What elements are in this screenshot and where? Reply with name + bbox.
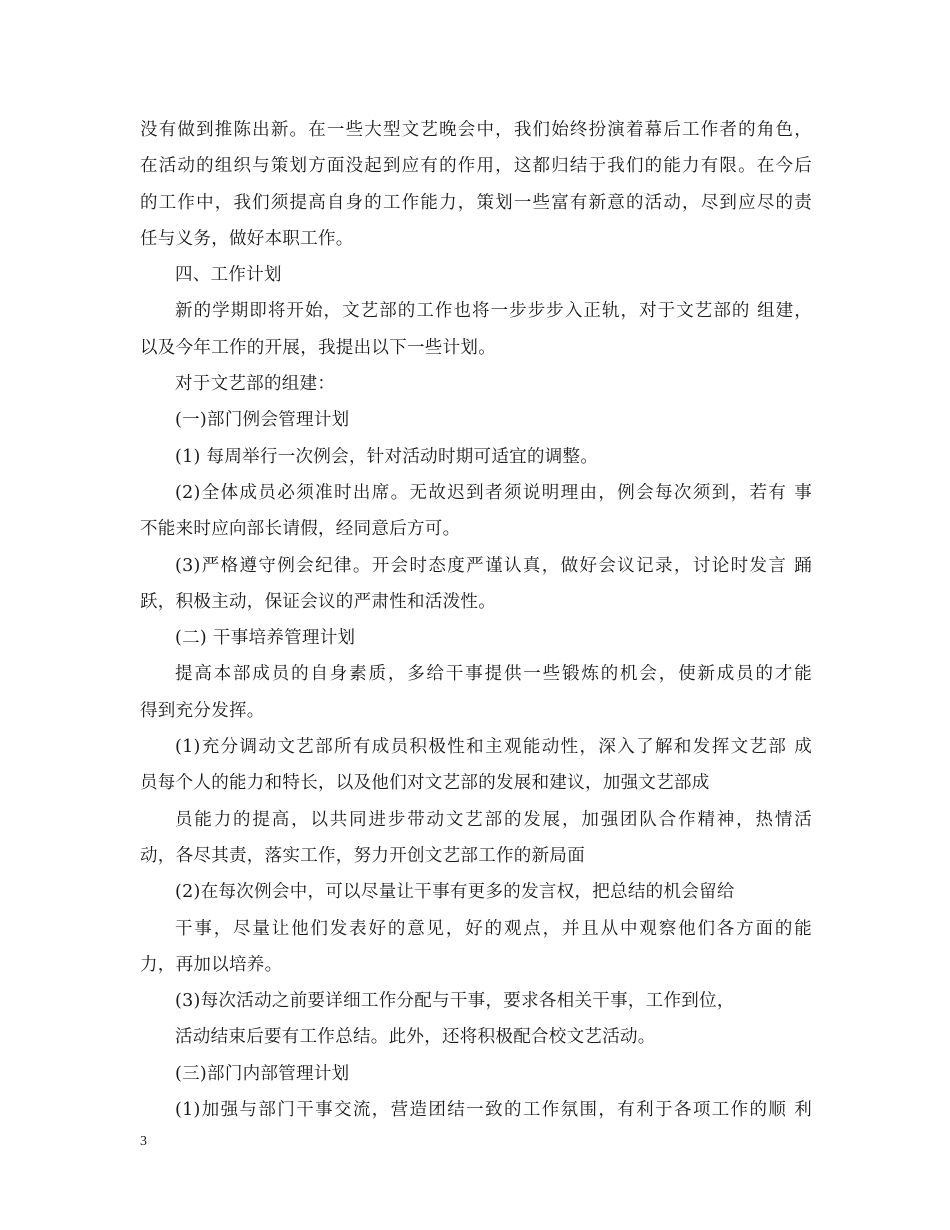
text-line: (二) 干事培养管理计划 xyxy=(175,628,356,649)
text-line: (3)严格遵守例会纪律。开会时态度严谨认真，做好会议记录，讨论时发言 踊 xyxy=(175,555,812,576)
text-line: 以及今年工作的开展，我提出以下一些计划。 xyxy=(140,337,496,358)
text-line: (3)每次活动之前要详细工作分配与干事，要求各相关干事，工作到位， xyxy=(175,991,735,1012)
text-line: 跃，积极主动，保证会议的严肃性和活泼性。 xyxy=(140,591,496,612)
text-line: (2)全体成员必须准时出席。无故迟到者须说明理由，例会每次须到，若有 事 xyxy=(175,482,812,503)
text-line: 员每个人的能力和特长，以及他们对文艺部的发展和建议，加强文艺部成 xyxy=(140,773,710,794)
text-line: 没有做到推陈出新。在一些大型文艺晚会中，我们始终扮演着幕后工作者的角色， xyxy=(140,120,812,140)
text-line: 干事，尽量让他们发表好的意见，好的观点，并且从中观察他们各方面的能 xyxy=(175,918,812,939)
text-line: 任与义务，做好本职工作。 xyxy=(140,228,354,249)
text-line: 新的学期即将开始，文艺部的工作也将一步步步入正轨，对于文艺部的 组建， xyxy=(175,301,812,322)
text-line: 活动结束后要有工作总结。此外，还将积极配合校文艺活动。 xyxy=(175,1027,656,1048)
text-line: 动，各尽其责，落实工作，努力开创文艺部工作的新局面 xyxy=(140,845,585,866)
text-line: (1)加强与部门干事交流，营造团结一致的工作氛围，有利于各项工作的顺 利 xyxy=(175,1100,812,1121)
text-line: 不能来时应向部长请假，经同意后方可。 xyxy=(140,519,461,540)
text-line: 对于文艺部的组建： xyxy=(175,374,336,395)
text-line: 四、工作计划 xyxy=(175,265,282,286)
text-line: 得到充分发挥。 xyxy=(140,700,265,721)
text-line: (1)充分调动文艺部所有成员积极性和主观能动性，深入了解和发挥文艺部 成 xyxy=(175,737,812,758)
text-line: (1) 每周举行一次例会，针对活动时期可适宜的调整。 xyxy=(175,446,599,467)
text-line: 员能力的提高，以共同进步带动文艺部的发展，加强团队合作精神，热情活 xyxy=(175,809,812,830)
text-line: 的工作中，我们须提高自身的工作能力，策划一些富有新意的活动，尽到应尽的责 xyxy=(140,192,812,213)
text-line: (一)部门例会管理计划 xyxy=(175,410,350,431)
text-line: 力，再加以培养。 xyxy=(140,954,283,975)
text-line: (三)部门内部管理计划 xyxy=(175,1063,350,1084)
body-text xyxy=(140,112,812,1128)
text-line: (2)在每次例会中，可以尽量让干事有更多的发言权，把总结的机会留给 xyxy=(175,882,735,903)
page-number: 3 xyxy=(140,1134,147,1149)
text-line: 提高本部成员的自身素质，多给干事提供一些锻炼的机会，使新成员的才能 xyxy=(175,664,812,685)
text-line: 在活动的组织与策划方面没起到应有的作用，这都归结于我们的能力有限。在今后 xyxy=(140,156,812,177)
